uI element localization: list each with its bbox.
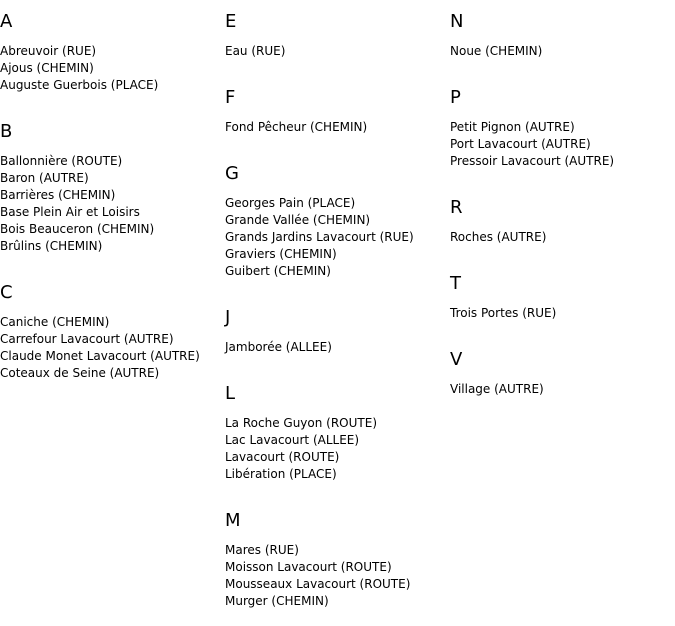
street-entry: Bois Beauceron (CHEMIN)	[0, 222, 155, 236]
street-entry: Baron (AUTRE)	[0, 171, 89, 185]
street-entry: Barrières (CHEMIN)	[0, 188, 116, 202]
letter-section-v	[450, 338, 675, 398]
street-entry: Georges Pain (PLACE)	[225, 196, 356, 210]
street-list	[225, 183, 450, 280]
letter-section-p	[450, 76, 675, 170]
street-entry: Pressoir Lavacourt (AUTRE)	[450, 154, 615, 168]
letter-section-j	[225, 296, 450, 356]
street-list	[450, 293, 675, 322]
section-letter: V	[450, 349, 463, 370]
street-entry: Claude Monet Lavacourt (AUTRE)	[0, 349, 200, 363]
letter-section-g	[225, 152, 450, 280]
letter-section-t	[450, 262, 675, 322]
street-entry: Libération (PLACE)	[225, 467, 337, 481]
section-letter: C	[0, 282, 13, 303]
letter-section-e	[225, 0, 450, 60]
street-entry: La Roche Guyon (ROUTE)	[225, 416, 378, 430]
street-entry: Mares (RUE)	[225, 543, 299, 557]
street-entry: Auguste Guerbois (PLACE)	[0, 78, 159, 92]
street-list	[225, 530, 450, 610]
street-entry: Fond Pêcheur (CHEMIN)	[225, 120, 368, 134]
street-list	[450, 107, 675, 170]
street-entry: Lavacourt (ROUTE)	[225, 450, 340, 464]
section-letter: P	[450, 87, 461, 108]
street-list	[450, 217, 675, 246]
street-list	[225, 31, 450, 60]
letter-section-f	[225, 76, 450, 136]
street-entry: Petit Pignon (AUTRE)	[450, 120, 575, 134]
street-entry: Brûlins (CHEMIN)	[0, 239, 103, 253]
street-entry: Grande Vallée (CHEMIN)	[225, 213, 371, 227]
section-letter: B	[0, 121, 13, 142]
street-entry: Lac Lavacourt (ALLEE)	[225, 433, 360, 447]
section-letter: A	[0, 11, 13, 32]
street-list	[450, 369, 675, 398]
street-entry: Trois Portes (RUE)	[450, 306, 557, 320]
street-entry: Mousseaux Lavacourt (ROUTE)	[225, 577, 411, 591]
street-entry: Caniche (CHEMIN)	[0, 315, 110, 329]
street-list	[0, 302, 225, 382]
street-entry: Base Plein Air et Loisirs	[0, 205, 140, 219]
section-letter: J	[225, 307, 231, 328]
street-entry: Coteaux de Seine (AUTRE)	[0, 366, 160, 380]
section-letter: E	[225, 11, 237, 32]
street-entry: Port Lavacourt (AUTRE)	[450, 137, 591, 151]
section-letter: G	[225, 163, 239, 184]
street-list	[225, 327, 450, 356]
letter-section-r	[450, 186, 675, 246]
street-list	[225, 107, 450, 136]
street-list	[0, 141, 225, 255]
letter-section-m	[225, 499, 450, 610]
street-entry: Ajous (CHEMIN)	[0, 61, 94, 75]
street-list	[0, 31, 225, 94]
street-entry: Eau (RUE)	[225, 44, 286, 58]
street-entry: Noue (CHEMIN)	[450, 44, 543, 58]
section-letter: T	[450, 273, 461, 294]
section-letter: F	[225, 87, 236, 108]
street-entry: Graviers (CHEMIN)	[225, 247, 337, 261]
street-entry: Roches (AUTRE)	[450, 230, 547, 244]
street-entry: Ballonnière (ROUTE)	[0, 154, 123, 168]
street-entry: Abreuvoir (RUE)	[0, 44, 97, 58]
street-index-column-2	[225, 0, 450, 626]
letter-section-b	[0, 110, 225, 255]
letter-section-c	[0, 271, 225, 382]
section-letter: N	[450, 11, 464, 32]
street-entry: Jamborée (ALLEE)	[225, 340, 332, 354]
street-index-column-3	[450, 0, 675, 414]
street-entry: Grands Jardins Lavacourt (RUE)	[225, 230, 414, 244]
street-entry: Carrefour Lavacourt (AUTRE)	[0, 332, 174, 346]
section-letter: M	[225, 510, 241, 531]
letter-section-a	[0, 0, 225, 94]
letter-section-n	[450, 0, 675, 60]
street-list	[225, 403, 450, 483]
section-letter: R	[450, 197, 463, 218]
street-entry: Village (AUTRE)	[450, 382, 544, 396]
street-entry: Guibert (CHEMIN)	[225, 264, 331, 278]
letter-section-l	[225, 372, 450, 483]
section-letter: L	[225, 383, 236, 404]
street-entry: Murger (CHEMIN)	[225, 594, 329, 608]
street-list	[450, 31, 675, 60]
street-entry: Moisson Lavacourt (ROUTE)	[225, 560, 392, 574]
street-index-column-1	[0, 0, 225, 398]
